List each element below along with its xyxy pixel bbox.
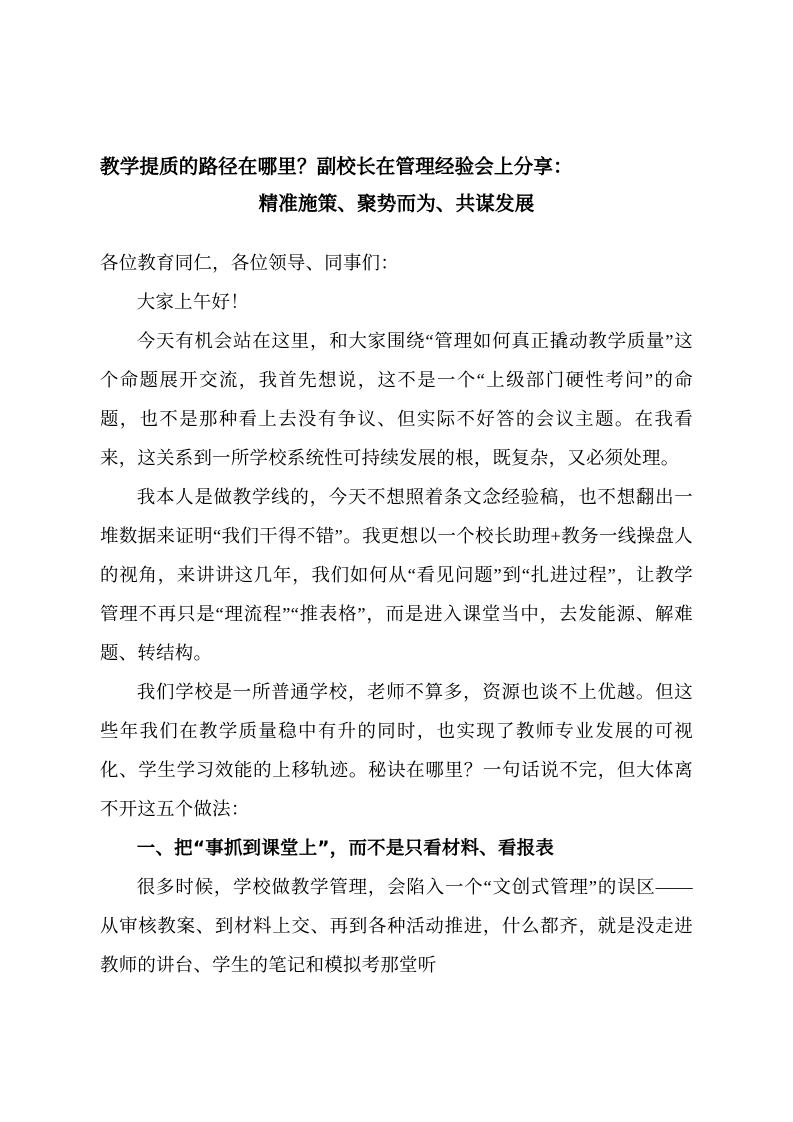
- page-title-line-1: 教学提质的路径在哪里？副校长在管理经验会上分享：: [100, 155, 573, 178]
- paragraph-body-4: 很多时候，学校做教学管理，会陷入一个“文创式管理”的误区——从审核教案、到材料上交、再到各种活动推进，什么都齐，就是没走进教师的讲台、学生的笔记和模拟考那堂听: [100, 877, 693, 975]
- document-body: [100, 244, 693, 985]
- page-title-line-2: 精准施策、聚势而为、共谋发展: [258, 192, 535, 215]
- section-heading-1: 一、把“事抓到课堂上”，而不是只看材料、看报表: [136, 838, 555, 859]
- paragraph-body-2: 我本人是做教学线的，今天不想照着条文念经验稿，也不想翻出一堆数据来证明“我们干得不错”。我更想以一个校长助理+教务一线操盘人的视角，来讲讲这几年，我们如何从“看见问题”到“扎进过程”，让教学管理不再只是“理流程”“推表格”，而是进入课堂当中，去发能源、解难题、转结构。: [100, 487, 693, 663]
- page-title: [100, 148, 693, 222]
- paragraph-salutation: 各位教育同仁，各位领导、同事们：: [100, 253, 400, 273]
- paragraph-greeting: 大家上午好！: [136, 292, 249, 312]
- paragraph-body-1: 今天有机会站在这里，和大家围绕“管理如何真正撬动教学质量”这个命题展开交流，我首先想说，这不是一个“上级部门硬性考问”的命题，也不是那种看上去没有争议、但实际不好答的会议主题。在我看来，这关系到一所学校系统性可持续发展的根，既复杂，又必须处理。: [100, 331, 693, 468]
- paragraph-body-3: 我们学校是一所普通学校，老师不算多，资源也谈不上优越。但这些年我们在教学质量稳中有升的同时，也实现了教师专业发展的可视化、学生学习效能的上移轨迹。秘诀在哪里？一句话说不完，但大体离不开这五个做法：: [100, 682, 693, 819]
